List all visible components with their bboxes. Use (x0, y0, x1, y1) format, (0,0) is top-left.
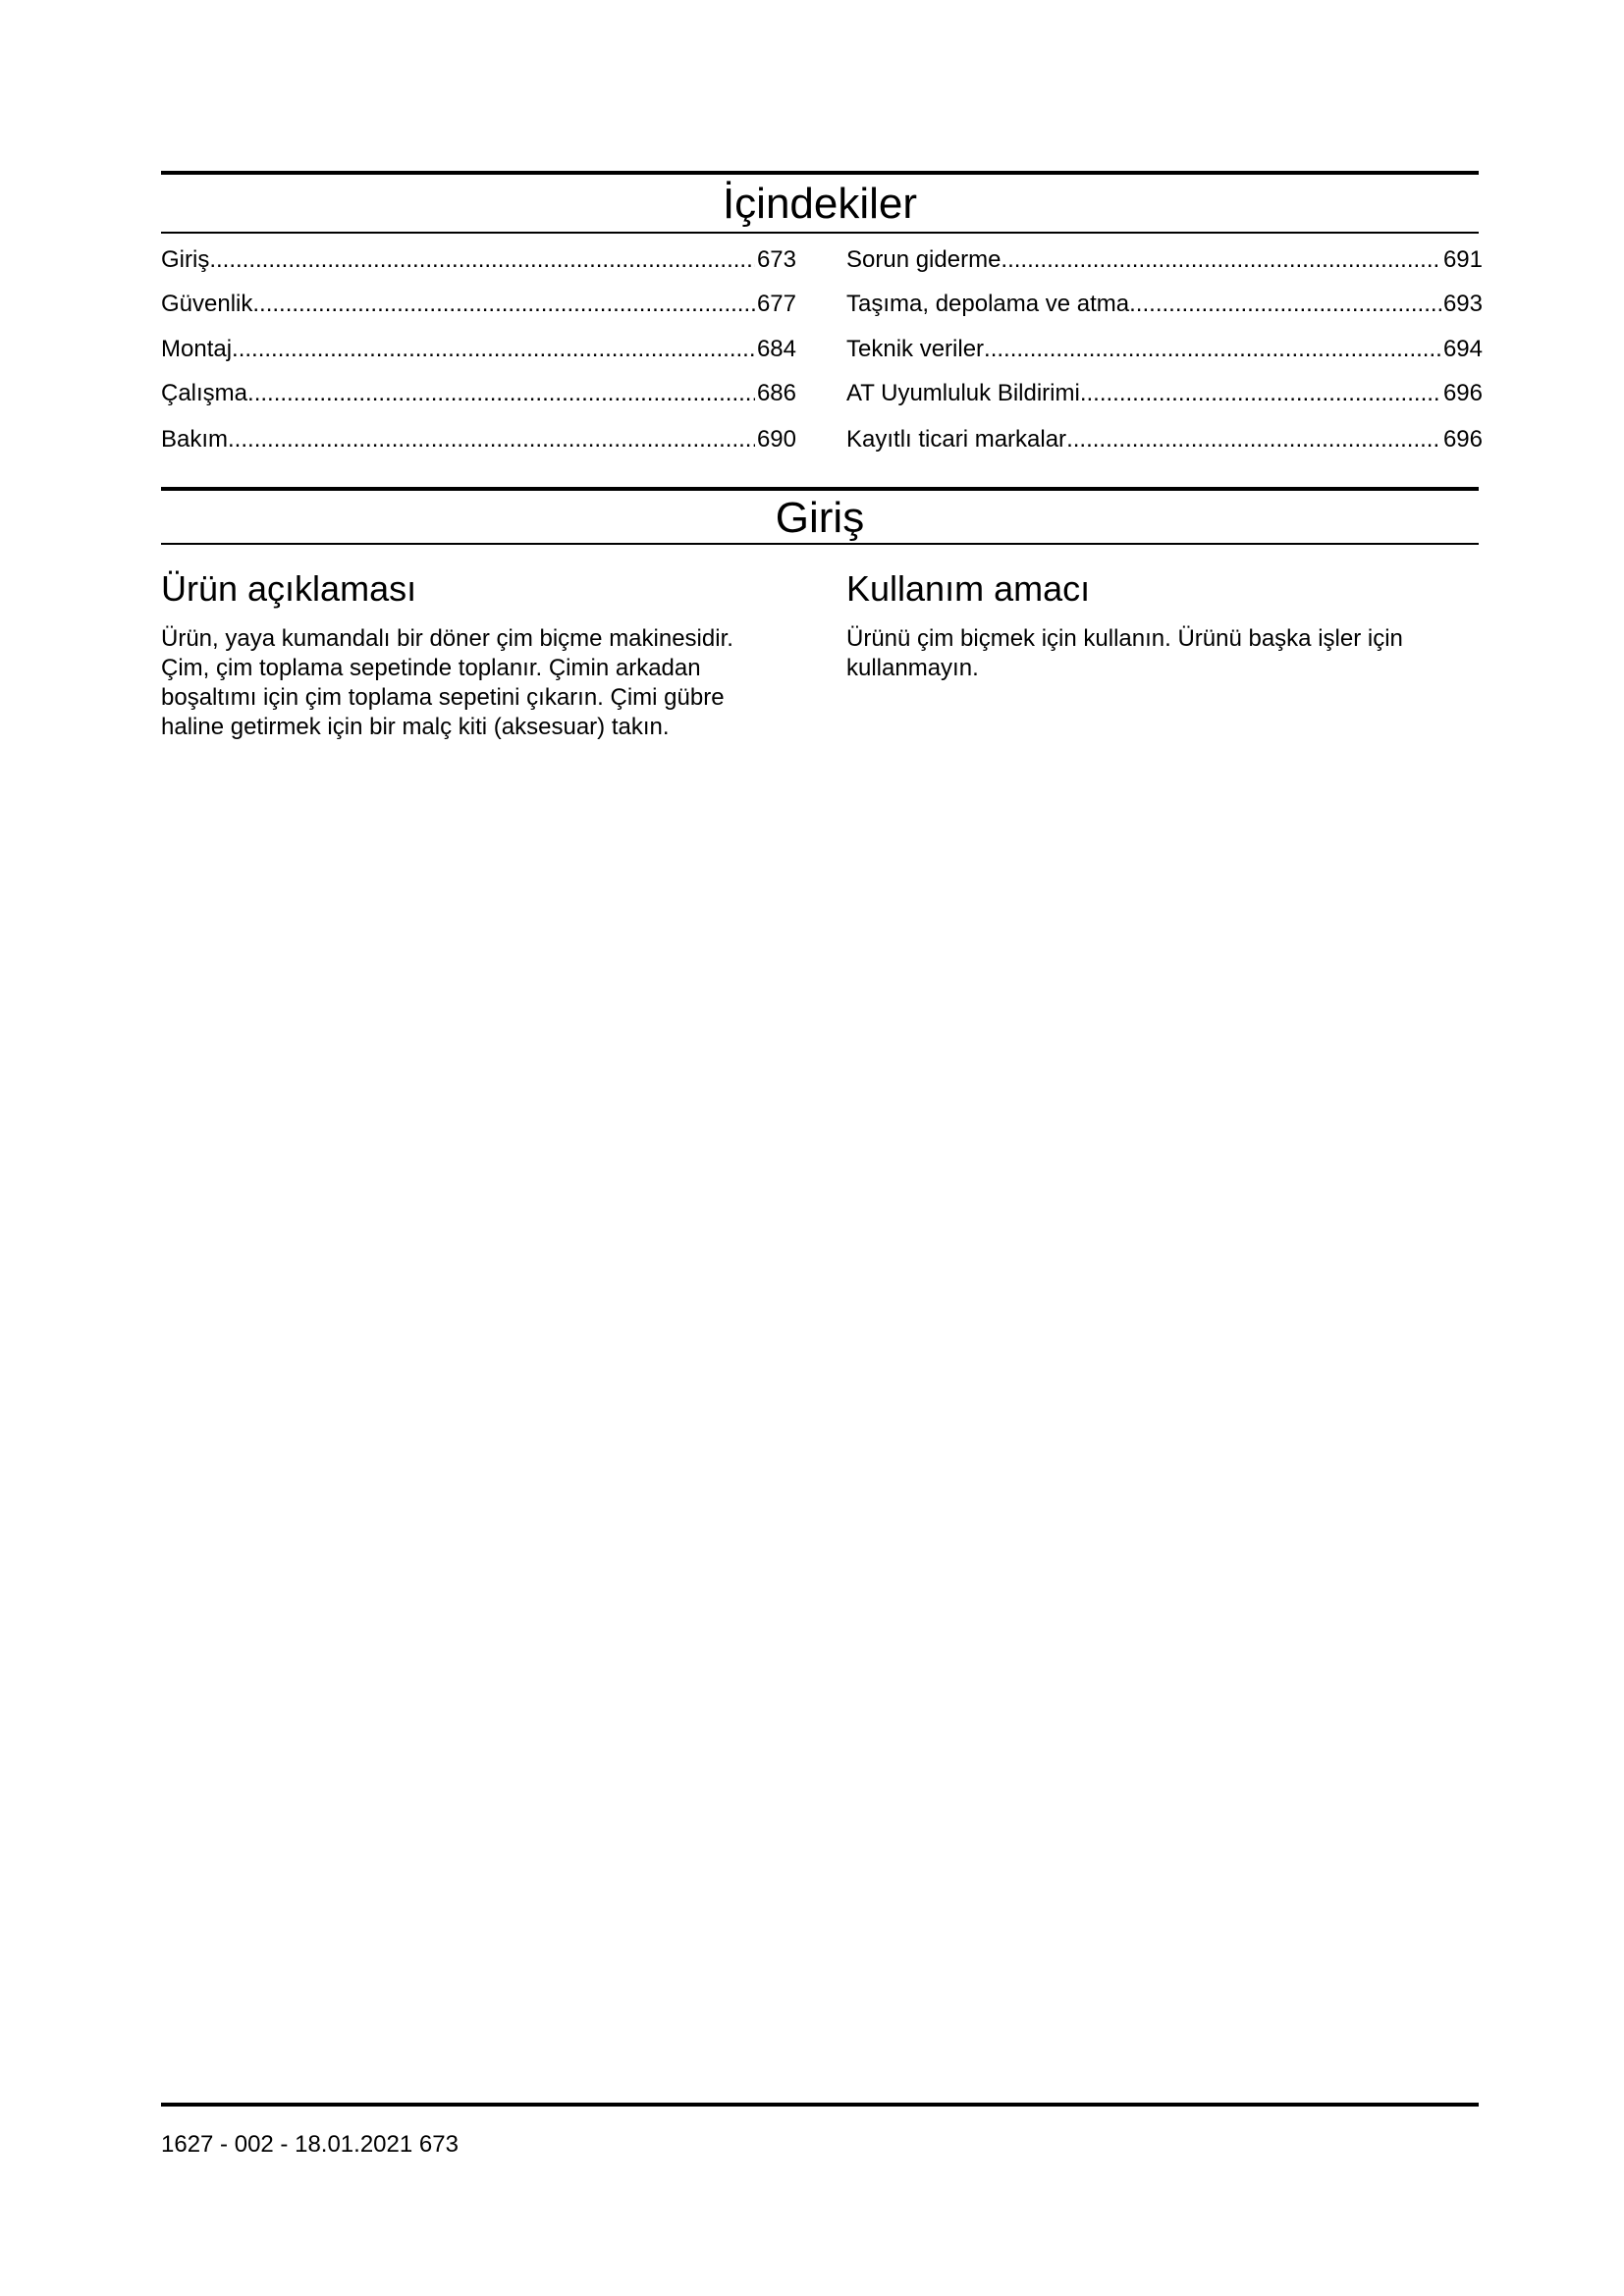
intro-top-rule (161, 487, 1479, 491)
toc-leader (1080, 377, 1441, 410)
toc-top-rule (161, 171, 1479, 175)
intended-use-text (846, 624, 1475, 683)
toc-entry-page: 690 (756, 426, 796, 453)
text-line: Ürün, yaya kumandalı bir döner çim biçme makinesidir. (161, 625, 733, 652)
toc-leader (1001, 243, 1441, 277)
toc-leader (984, 333, 1441, 366)
toc-entry-label: Montaj (161, 336, 233, 362)
toc-entry[interactable] (161, 423, 796, 456)
toc-entry[interactable] (846, 377, 1483, 410)
toc-entry[interactable] (846, 243, 1483, 277)
toc-title: İçindekiler (722, 180, 918, 228)
toc-entry-page: 696 (1442, 426, 1483, 453)
toc-leader (209, 243, 755, 277)
text-line: Çim, çim toplama sepetinde toplanır. Çimin arkadan (161, 655, 701, 681)
toc-entry-label: Güvenlik (161, 291, 253, 317)
toc-entry[interactable] (161, 333, 796, 366)
toc-entry[interactable] (846, 333, 1483, 366)
intended-use-heading: Kullanım amacı (846, 568, 1091, 609)
toc-entry-page: 677 (756, 291, 796, 317)
toc-entry-label: Taşıma, depolama ve atma (846, 291, 1130, 317)
toc-entry-page: 673 (756, 246, 796, 273)
toc-entry-page: 686 (756, 380, 796, 406)
page-footer: 1627 - 002 - 18.01.2021 673 (161, 2131, 459, 2158)
toc-leader (228, 423, 755, 456)
toc-leader (247, 377, 755, 410)
toc-entry-label: AT Uyumluluk Bildirimi (846, 380, 1080, 406)
text-line: Ürünü çim biçmek için kullanın. Ürünü başka işler için (846, 625, 1403, 652)
toc-entry-label: Çalışma (161, 380, 248, 406)
toc-entry[interactable] (161, 377, 796, 410)
toc-entry-label: Bakım (161, 426, 229, 453)
toc-leader (252, 288, 755, 321)
text-line: kullanmayın. (846, 655, 979, 681)
toc-entry-label: Teknik veriler (846, 336, 985, 362)
intro-title: Giriş (775, 494, 865, 542)
toc-entry-page: 684 (756, 336, 796, 362)
footer-rule (161, 2103, 1479, 2107)
toc-leader (1066, 423, 1441, 456)
toc-entry-label: Sorun giderme (846, 246, 1001, 273)
toc-entry-page: 696 (1442, 380, 1483, 406)
toc-entry-page: 694 (1442, 336, 1483, 362)
toc-entry-label: Kayıtlı ticari markalar (846, 426, 1067, 453)
text-line: boşaltımı için çim toplama sepetini çıkarın. Çimi gübre (161, 684, 725, 711)
toc-entry[interactable] (846, 288, 1483, 321)
toc-entry[interactable] (161, 288, 796, 321)
toc-entry-page: 691 (1442, 246, 1483, 273)
product-description-heading: Ürün açıklaması (161, 568, 417, 609)
product-description-text (161, 624, 809, 742)
toc-entry-page: 693 (1442, 291, 1483, 317)
toc-bottom-rule (161, 232, 1479, 234)
toc-entry[interactable] (161, 243, 796, 277)
intro-bottom-rule (161, 543, 1479, 545)
toc-entry-label: Giriş (161, 246, 210, 273)
toc-leader (232, 333, 755, 366)
text-line: haline getirmek için bir malç kiti (aksesuar) takın. (161, 714, 670, 740)
toc-leader (1129, 288, 1441, 321)
toc-entry[interactable] (846, 423, 1483, 456)
